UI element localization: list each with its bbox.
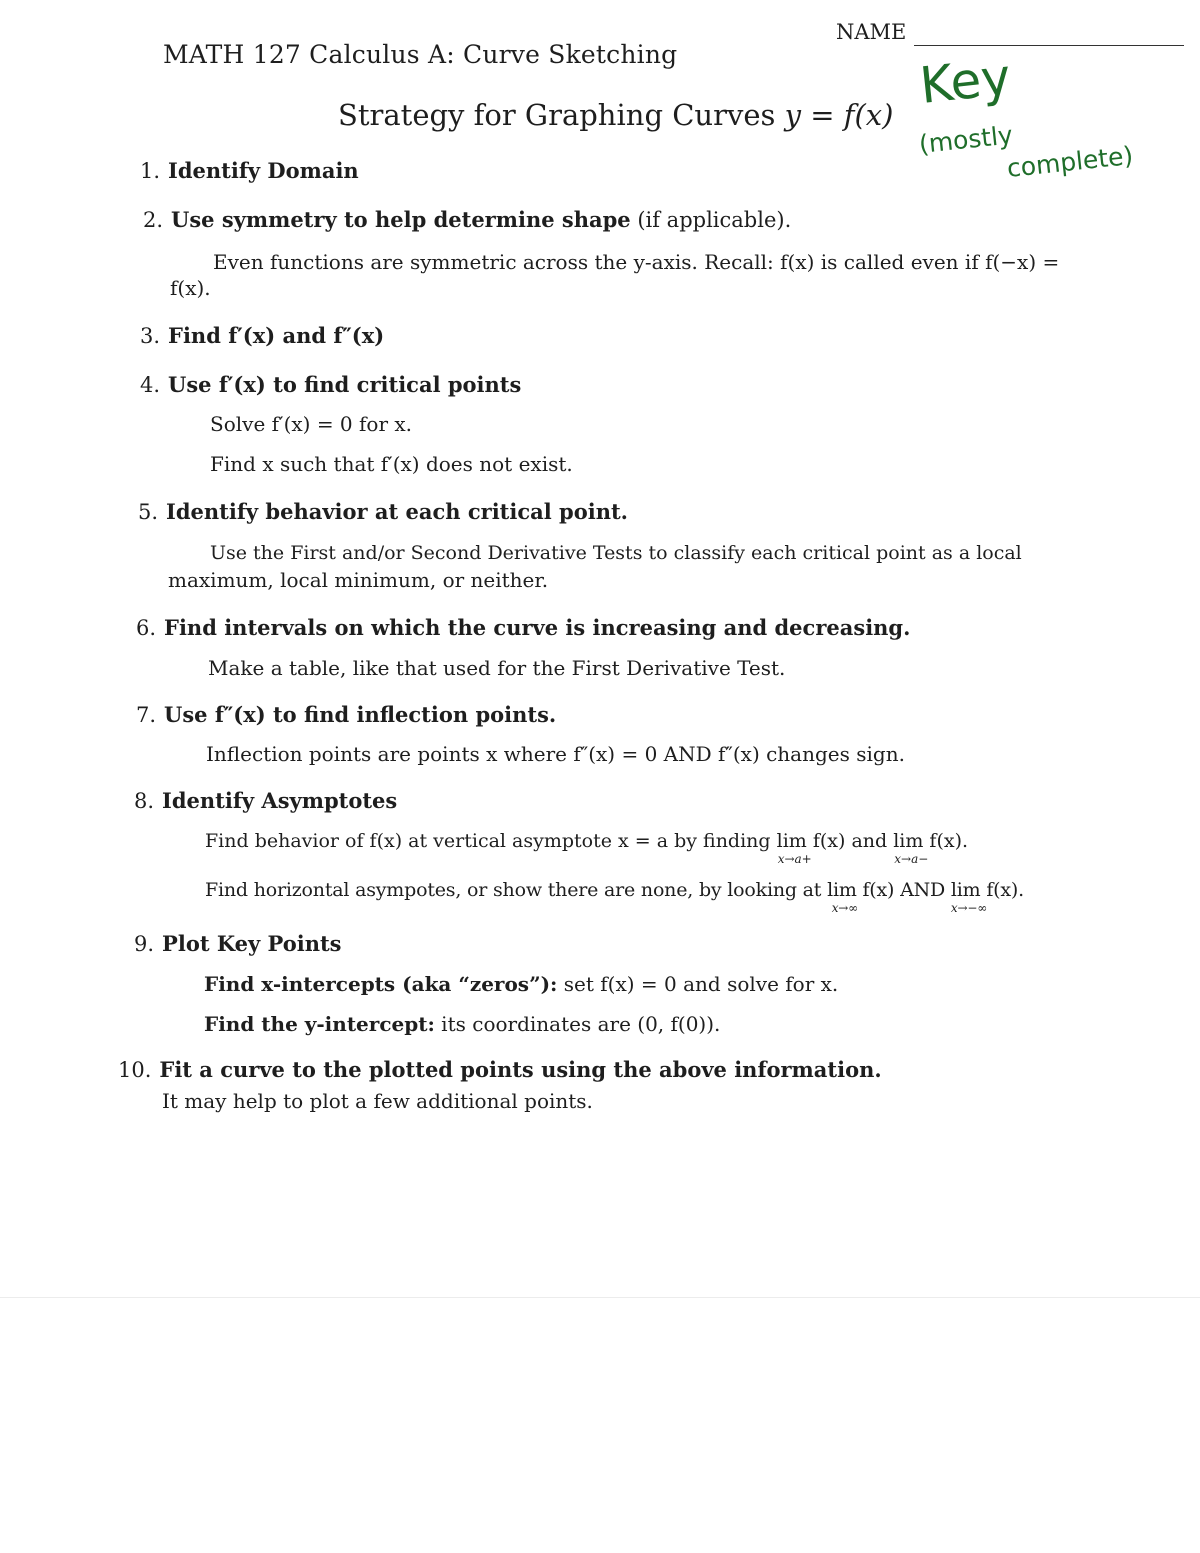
page-title-math: y = f(x): [784, 98, 894, 132]
step-text: Find x such that f′(x) does not exist.: [210, 452, 573, 476]
limit-operator: lim x→∞: [827, 879, 858, 915]
step-text-vertical-asymptote: Find behavior of f(x) at vertical asymptote x = a by finding lim x→a+ f(x) and lim x→a− f(x).: [205, 830, 969, 866]
step-1: 1. Identify Domain: [140, 158, 359, 183]
limit-operator: lim x→−∞: [950, 879, 987, 915]
step-title: Use f′(x) to find critical points: [168, 372, 522, 397]
step-text: Solve f′(x) = 0 for x.: [210, 412, 413, 436]
step-title: Find f′(x) and f″(x): [168, 323, 385, 348]
step-text: It may help to plot a few additional points.: [162, 1089, 593, 1113]
step-text-horizontal-asymptote: Find horizontal asympotes, or show there are none, by looking at lim x→∞ f(x) AND lim x→−∞ f(x).: [205, 879, 1024, 915]
name-label: NAME: [836, 20, 907, 44]
step-text: Inflection points are points x where f″(x) = 0 AND f″(x) changes sign.: [206, 742, 905, 766]
step-8: 8. Identify Asymptotes: [134, 788, 398, 813]
page-title-text: Strategy for Graphing Curves: [338, 98, 785, 132]
step-text: maximum, local minimum, or neither.: [168, 568, 549, 592]
step-title: Identify behavior at each critical point.: [166, 499, 628, 524]
scan-edge-divider: [0, 1297, 1200, 1298]
page-title: [338, 98, 893, 132]
step-text: f(x).: [170, 276, 211, 300]
step-text: Use the First and/or Second Derivative Tests to classify each critical point as a local: [210, 542, 1022, 564]
step-4: 4. Use f′(x) to find critical points: [140, 372, 522, 397]
step-5: 5. Identify behavior at each critical point.: [138, 499, 628, 524]
step-text: Find the y-intercept: its coordinates are (0, f(0)).: [204, 1012, 721, 1036]
step-2: 2. Use symmetry to help determine shape (if applicable).: [143, 207, 792, 232]
step-title: Use f″(x) to find inflection points.: [164, 702, 557, 727]
step-note: (if applicable).: [630, 208, 792, 232]
handwritten-key: Key: [920, 55, 1014, 115]
step-title: Fit a curve to the plotted points using the above information.: [159, 1057, 882, 1082]
course-title: MATH 127 Calculus A: Curve Sketching: [163, 40, 678, 69]
step-text: Make a table, like that used for the First Derivative Test.: [208, 656, 786, 680]
step-9: 9. Plot Key Points: [134, 931, 342, 956]
step-text: Find x-intercepts (aka “zeros”): set f(x) = 0 and solve for x.: [204, 972, 839, 996]
step-6: 6. Find intervals on which the curve is increasing and decreasing.: [136, 615, 911, 640]
step-title: Identify Asymptotes: [162, 788, 398, 813]
step-3: 3. Find f′(x) and f″(x): [140, 323, 385, 348]
limit-operator: lim x→a−: [893, 830, 929, 866]
limit-operator: lim x→a+: [776, 830, 812, 866]
step-text: Even functions are symmetric across the y-axis. Recall: f(x) is called even if f(−x) =: [213, 250, 1060, 274]
step-10: 10. Fit a curve to the plotted points using the above information.: [118, 1057, 882, 1082]
handwritten-annotation: [920, 55, 1160, 185]
step-title: Plot Key Points: [162, 931, 342, 956]
handwritten-note-line1: (mostly: [920, 120, 1015, 159]
step-title: Find intervals on which the curve is increasing and decreasing.: [164, 615, 911, 640]
step-title: Use symmetry to help determine shape: [171, 207, 631, 232]
step-7: 7. Use f″(x) to find inflection points.: [136, 702, 557, 727]
handwritten-note-line2: complete): [1005, 140, 1135, 183]
name-blank-line: [914, 45, 1184, 46]
step-title: Identify Domain: [168, 158, 359, 183]
